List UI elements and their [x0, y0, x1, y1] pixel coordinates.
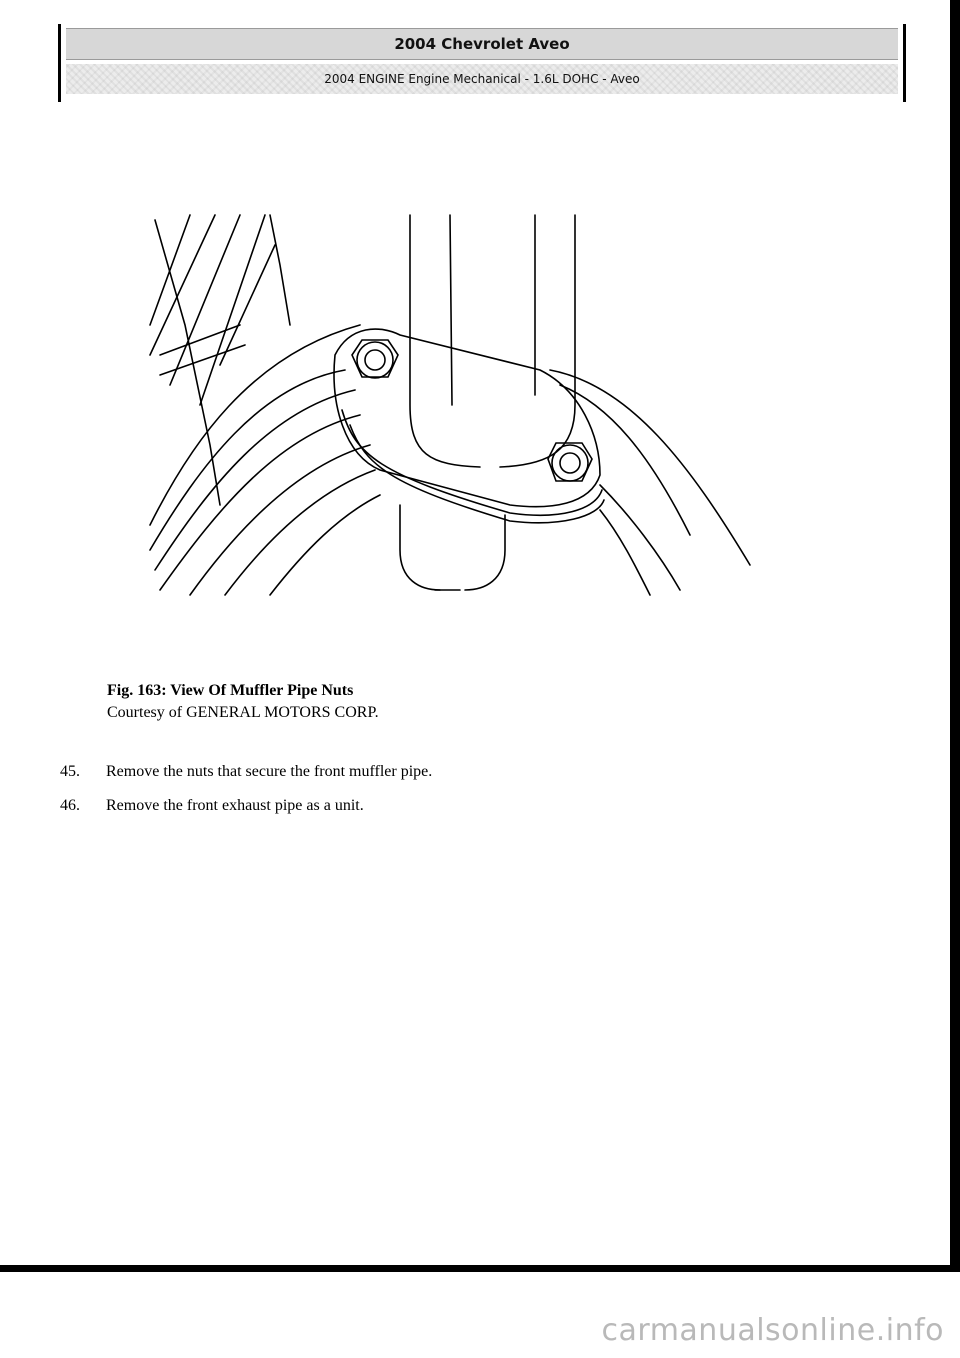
step-item [60, 755, 432, 789]
procedure-steps [60, 755, 432, 823]
figure-caption [107, 680, 379, 724]
figure-credit: Courtesy of GENERAL MOTORS CORP. [107, 704, 379, 721]
page-header [58, 24, 906, 102]
step-text: Remove the front exhaust pipe as a unit. [106, 797, 364, 814]
step-item [60, 789, 432, 823]
header-right-rule [903, 24, 906, 102]
muffler-pipe-illustration [130, 205, 770, 605]
header-title: 2004 Chevrolet Aveo [66, 28, 898, 60]
header-left-rule [58, 24, 61, 102]
header-subtitle: 2004 ENGINE Engine Mechanical - 1.6L DOHC - Aveo [66, 64, 898, 94]
step-number: 45. [60, 763, 80, 780]
step-number: 46. [60, 797, 80, 814]
right-border [950, 0, 960, 1272]
bottom-border [0, 1265, 960, 1272]
step-text: Remove the nuts that secure the front muffler pipe. [106, 763, 433, 780]
watermark: carmanualsonline.info [601, 1313, 944, 1348]
figure-title: Fig. 163: View Of Muffler Pipe Nuts [107, 682, 354, 699]
